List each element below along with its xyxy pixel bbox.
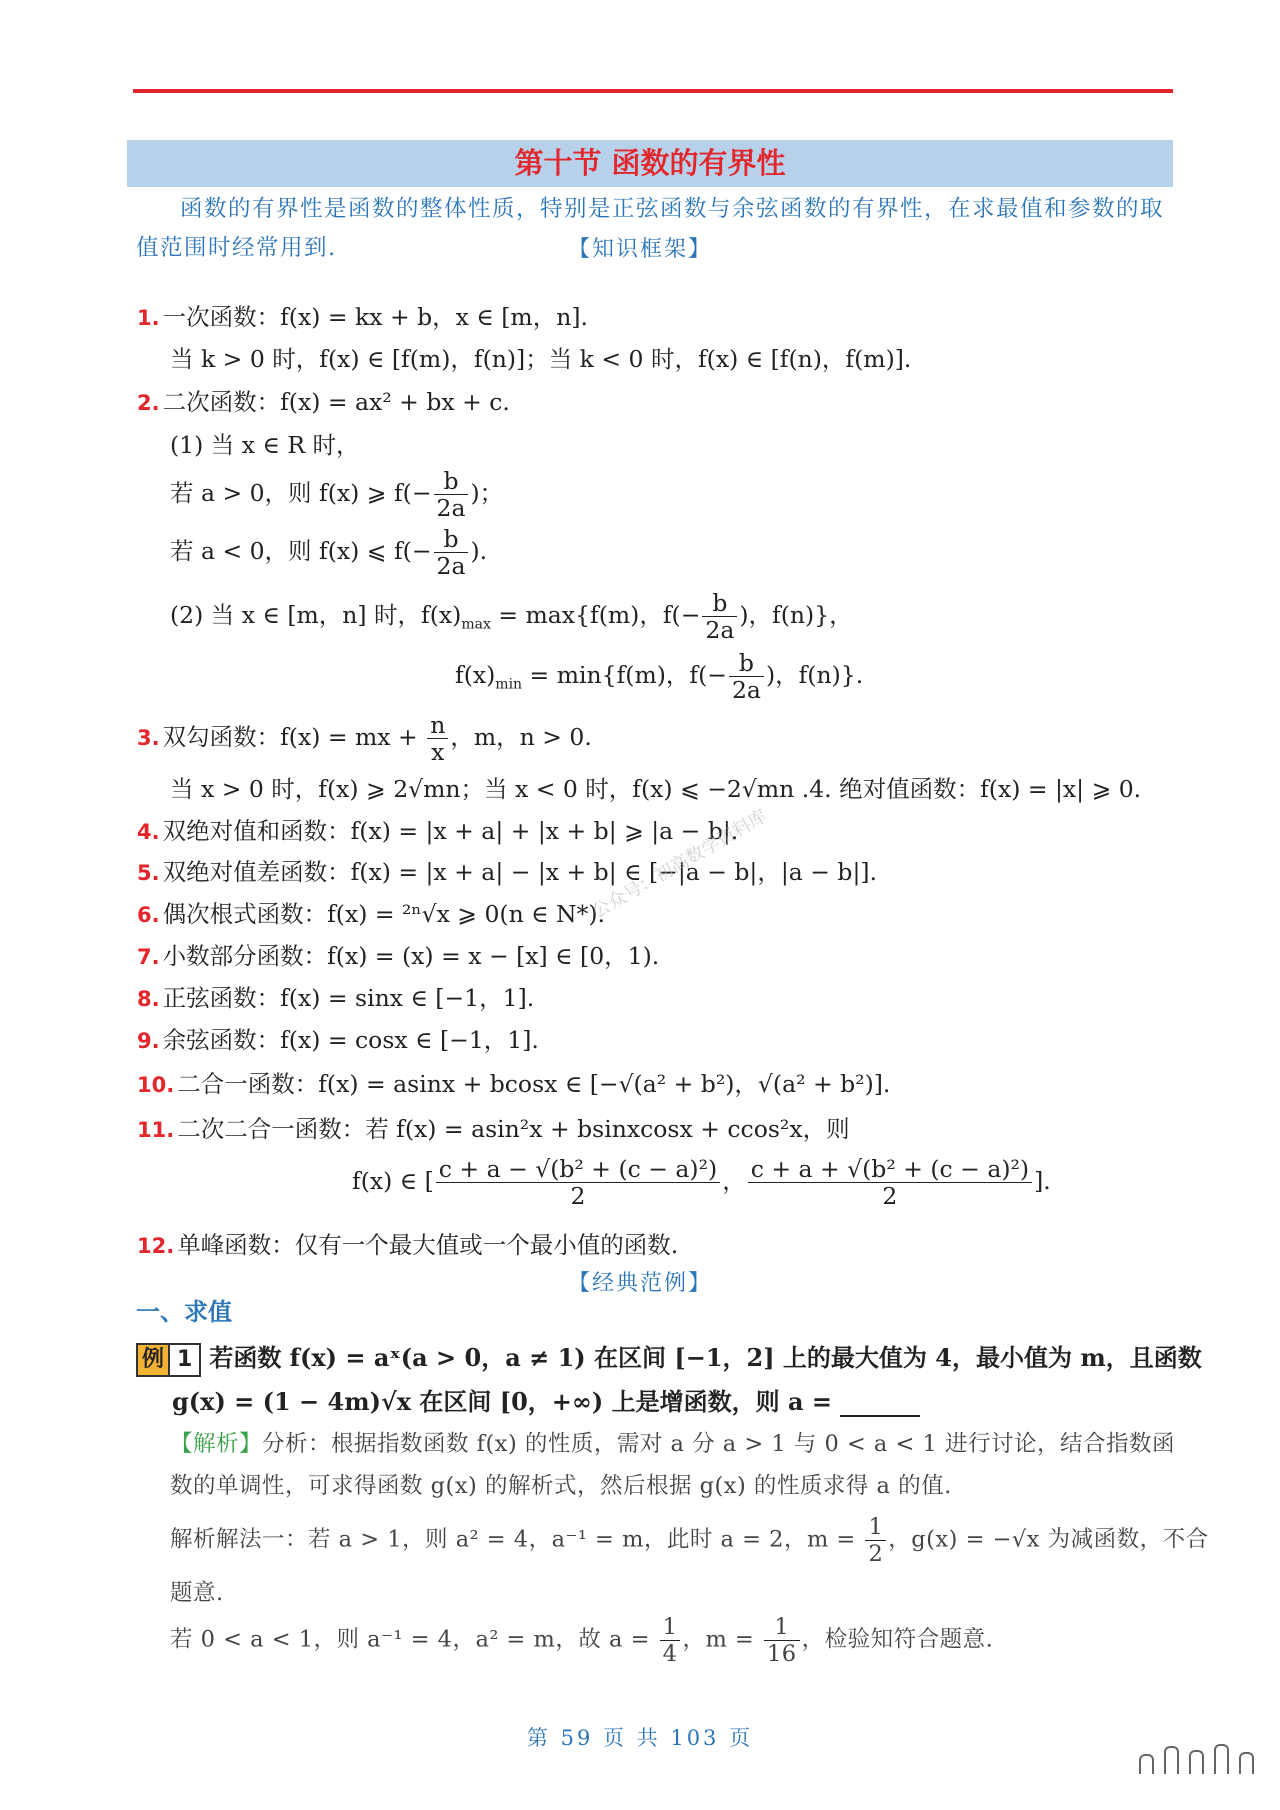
section-title: 第十节 函数的有界性 [127,140,1173,187]
item-number: 6. [137,903,160,927]
item-number: 3. [137,726,160,750]
denominator: 2a [436,552,466,580]
formula-text: ). [470,537,488,565]
denominator: 2a [731,676,761,704]
formula-text: f(x) ∈ [ [352,1167,434,1195]
item-2-case1a [170,468,503,521]
example-1-line2 [172,1382,920,1417]
numerator: 1 [660,1614,681,1641]
item-4 [137,812,738,846]
solution-line1 [170,1514,1209,1567]
item-11-range [352,1156,1051,1209]
solution-text: ，检验知符合题意. [801,1626,994,1653]
analysis-tag: 【解析】 [170,1431,263,1457]
example-1-line1 [136,1338,1202,1377]
subsection-heading: 一、求值 [136,1298,232,1326]
question-text: g(x) = (1 − 4m)√x 在区间 [0，+∞) 上是增函数，则 a = [172,1387,841,1416]
item-number: 11. [137,1118,175,1142]
numerator: b [702,590,737,617]
formula-text: ]. [1034,1167,1051,1195]
examples-heading: 【经典范例】 [567,1271,712,1296]
formula-text: 若 a > 0，则 f(x) ⩾ f(− [170,479,432,507]
numerator: 1 [865,1514,886,1541]
fraction [660,1614,681,1667]
analysis-line1 [170,1426,1175,1458]
example-label-text: 例 [138,1345,168,1375]
formula-text: ， [722,1167,746,1195]
denominator: 16 [766,1641,797,1667]
numerator: b [729,650,764,677]
item-text: 一次函数：f(x) = kx + b，x ∈ [m，n]. [162,303,588,331]
answer-blank [840,1391,920,1417]
subscript: min [495,676,523,693]
item-10 [137,1065,890,1099]
item-2-case2-min [455,650,863,703]
item-2-case1: (1) 当 x ∈ R 时， [170,431,360,459]
intro-paragraph: 函数的有界性是函数的整体性质，特别是正弦函数与余弦函数的有界性，在求最值和参数的取值范围时经常用到. [136,196,1165,261]
example-label-number: 1 [168,1345,199,1375]
denominator: 4 [662,1641,678,1667]
solution-text: 解析解法一：若 a > 1，则 a² = 4，a⁻¹ = m，此时 a = 2，m = [170,1526,864,1553]
weibo-watermark-icon [1139,1744,1254,1774]
numerator: b [434,526,469,553]
bar-icon [1239,1752,1254,1774]
item-7 [137,937,659,971]
item-3 [137,712,592,765]
formula-text: 双勾函数：f(x) = mx + [162,723,426,751]
fraction [427,712,448,765]
item-11 [137,1110,850,1144]
bar-icon [1189,1750,1204,1774]
denominator: 2 [570,1182,586,1210]
item-number: 7. [137,945,160,969]
item-5 [137,853,877,887]
fraction [436,1156,720,1209]
solution-text: 若 0 < a < 1，则 a⁻¹ = 4，a² = m，故 a = [170,1626,658,1653]
numerator: n [427,712,448,739]
item-text: 二次二合一函数：若 f(x) = asin²x + bsinxcosx + ccos²x，则 [177,1115,850,1143]
solution-text: ，g(x) = −√x 为减函数，不合 [888,1526,1209,1553]
item-2-case1b [170,526,487,579]
watermark: 公众号：初高数学资料库 [588,805,771,923]
item-text: 双绝对值和函数：f(x) = |x + a| + |x + b| ⩾ |a − b|. [162,817,739,845]
bar-icon [1164,1746,1179,1774]
formula-text: ，m，n > 0. [450,723,592,751]
item-number: 10. [137,1073,175,1097]
fraction [434,526,469,579]
item-6 [137,895,605,929]
formula-text: (2) 当 x ∈ [m，n] 时，f(x) [170,601,462,629]
item-12 [137,1226,678,1260]
fraction [729,650,764,703]
top-rule [133,89,1173,93]
fraction [434,468,469,521]
item-number: 5. [137,861,160,885]
item-2 [137,383,510,417]
item-text: 余弦函数：f(x) = cosx ∈ [−1，1]. [162,1026,539,1054]
framework-heading: 【知识框架】 [567,237,712,262]
item-text: 偶次根式函数：f(x) = ²ⁿ√x ⩾ 0(n ∈ N*). [162,900,605,928]
item-8 [137,979,534,1013]
numerator: c + a − √(b² + (c − a)²) [436,1156,720,1183]
formula-text: )，f(n)}， [739,601,853,629]
denominator: 2 [882,1182,898,1210]
item-text: 双绝对值差函数：f(x) = |x + a| − |x + b| ∈ [−|a − b|，|a − b|]. [162,858,878,886]
analysis-line2: 数的单调性，可求得函数 g(x) 的解析式，然后根据 g(x) 的性质求得 a 的值. [170,1473,952,1499]
item-number: 12. [137,1234,175,1258]
item-text: 二次函数：f(x) = ax² + bx + c. [162,388,510,416]
example-label [136,1343,201,1377]
formula-text: )，f(n)}. [765,661,864,689]
item-text: 正弦函数：f(x) = sinx ∈ [−1，1]. [162,984,535,1012]
solution-text: ，m = [682,1626,762,1653]
question-text: 若函数 f(x) = aˣ(a > 0，a ≠ 1) 在区间 [−1，2] 上的最大值为 4，最小值为 m，且函数 [209,1343,1202,1372]
bar-icon [1139,1754,1154,1774]
item-3-detail: 当 x > 0 时，f(x) ⩾ 2√mn；当 x < 0 时，f(x) ⩽ −2√mn .4. 绝对值函数：f(x) = |x| ⩾ 0. [170,775,1142,803]
formula-text: f(x) [455,661,496,689]
numerator: b [434,468,469,495]
subscript: max [461,616,491,633]
fraction [764,1614,800,1667]
formula-text: = min{f(m)，f(− [522,661,727,689]
item-number: 8. [137,987,160,1011]
formula-text: = max{f(m)，f(− [490,601,701,629]
item-number: 9. [137,1029,160,1053]
formula-text: 若 a < 0，则 f(x) ⩽ f(− [170,537,432,565]
item-1-detail: 当 k > 0 时，f(x) ∈ [f(m)，f(n)]；当 k < 0 时，f(x) ∈ [f(n)，f(m)]. [170,345,912,373]
item-text: 二合一函数：f(x) = asinx + bcosx ∈ [−√(a² + b²)，√(a² + b²)]. [177,1070,891,1098]
numerator: 1 [764,1614,800,1641]
denominator: 2a [436,494,466,522]
item-text: 单峰函数：仅有一个最大值或一个最小值的函数. [177,1231,679,1259]
solution-line1b: 题意. [170,1580,224,1606]
solution-line2 [170,1614,993,1667]
item-text: 小数部分函数：f(x) = (x) = x − [x] ∈ [0，1). [162,942,660,970]
bar-icon [1214,1744,1229,1774]
item-number: 1. [137,306,160,330]
item-2-case2 [170,590,853,643]
analysis-text: 分析：根据指数函数 f(x) 的性质，需对 a 分 a > 1 与 0 < a < 1 进行讨论，结合指数函 [262,1431,1175,1457]
numerator: c + a + √(b² + (c − a)²) [748,1156,1032,1183]
fraction [702,590,737,643]
fraction [748,1156,1032,1209]
formula-text: )； [470,479,504,507]
fraction [865,1514,886,1567]
item-1 [137,298,588,332]
item-9 [137,1021,539,1055]
page-footer: 第 59 页 共 103 页 [526,1726,754,1750]
denominator: x [431,738,445,766]
item-number: 4. [137,820,160,844]
item-number: 2. [137,391,160,415]
denominator: 2 [868,1541,884,1567]
denominator: 2a [705,616,735,644]
